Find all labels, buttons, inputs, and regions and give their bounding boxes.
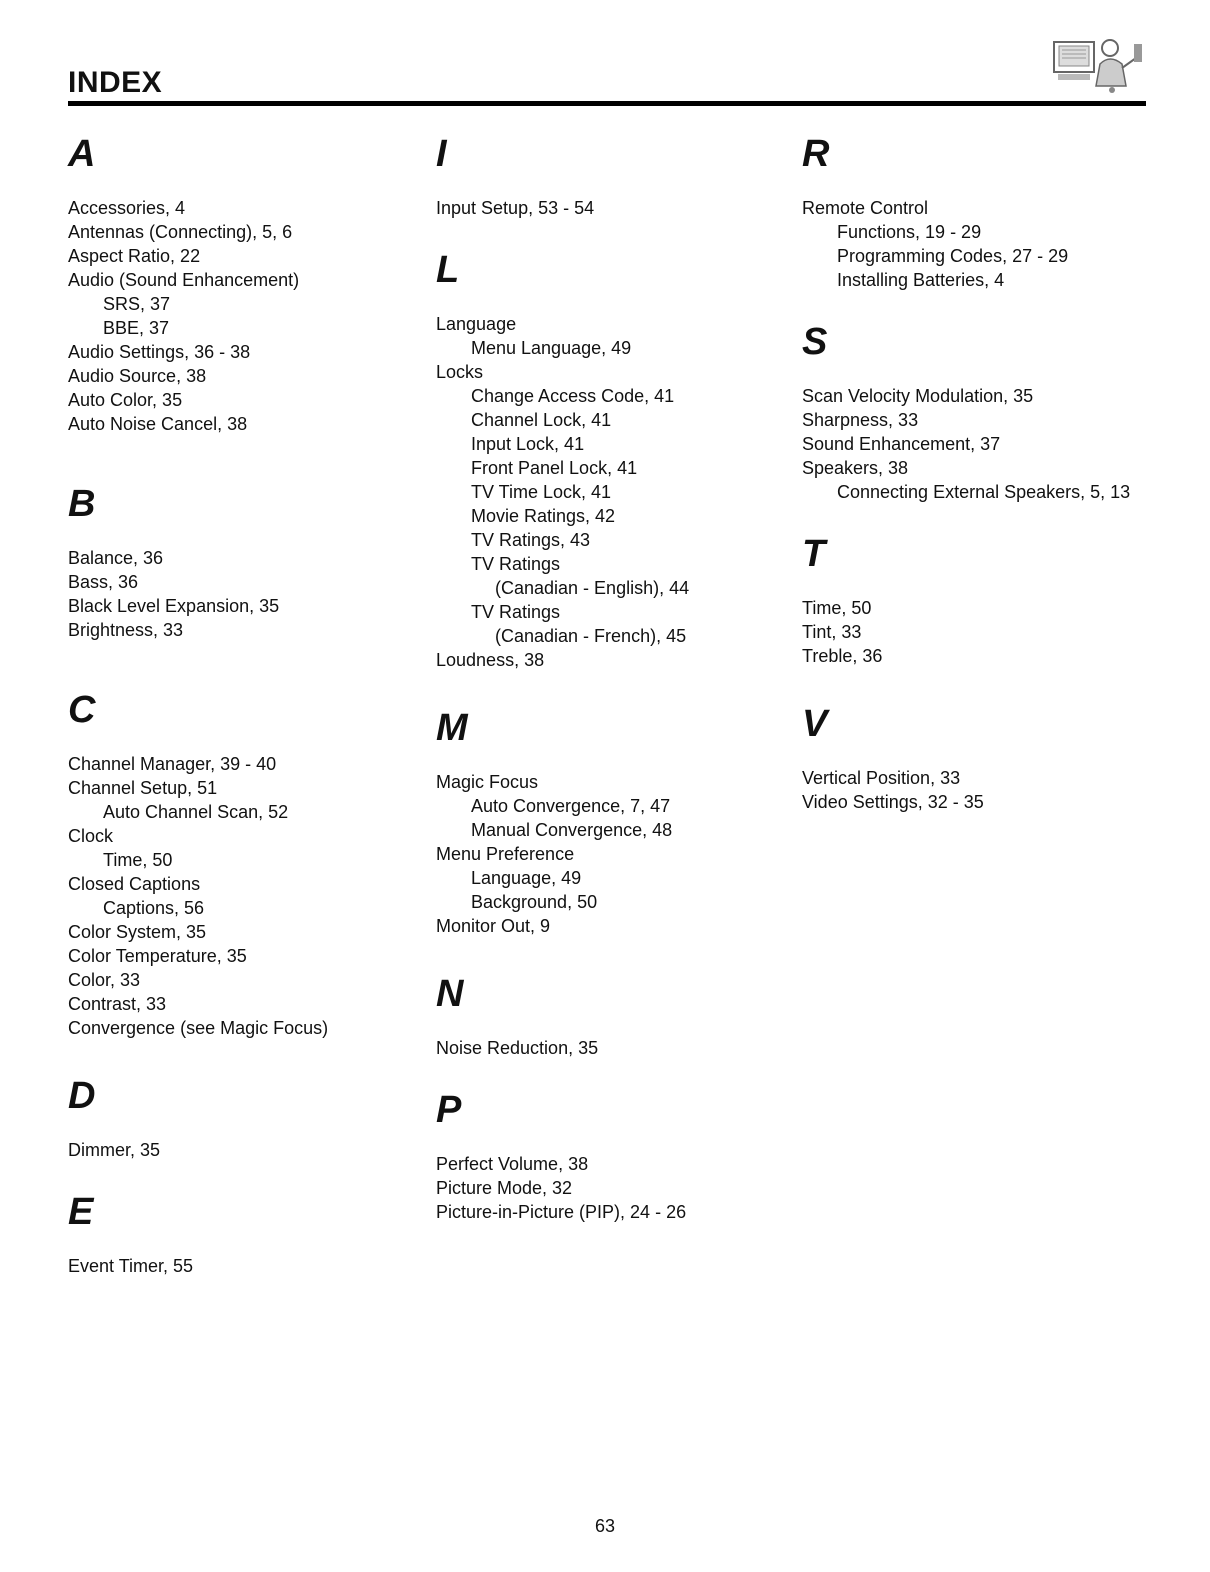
section-i (436, 132, 796, 220)
index-entry: Picture Mode, 32 (436, 1178, 573, 1198)
index-entry: Channel Setup, 51 (68, 778, 218, 798)
index-subentry: Movie Ratings, 42 (471, 506, 616, 526)
index-entry: Noise Reduction, 35 (436, 1038, 599, 1058)
index-subentry: Auto Convergence, 7, 47 (471, 796, 671, 816)
index-entry: Antennas (Connecting), 5, 6 (68, 222, 293, 242)
section-letter: E (68, 1191, 94, 1233)
section-letter: R (802, 133, 830, 175)
section-letter: D (68, 1075, 96, 1117)
index-entry: Bass, 36 (68, 572, 139, 592)
section-letter: A (68, 133, 96, 175)
index-subentry: Input Lock, 41 (471, 434, 585, 454)
index-entry: Convergence (see Magic Focus) (68, 1018, 329, 1038)
section-s (802, 320, 1162, 504)
index-entry: Contrast, 33 (68, 994, 167, 1014)
index-subentry: TV Time Lock, 41 (471, 482, 612, 502)
section-letter: C (68, 689, 96, 731)
section-t (802, 532, 1162, 668)
index-entry: Picture-in-Picture (PIP), 24 - 26 (436, 1202, 687, 1222)
index-entry: Tint, 33 (802, 622, 862, 642)
index-subentry: SRS, 37 (103, 294, 171, 314)
index-entry: Aspect Ratio, 22 (68, 246, 201, 266)
index-subentry: Manual Convergence, 48 (471, 820, 673, 840)
index-subentry: TV Ratings (471, 602, 561, 622)
index-entry: Magic Focus (436, 772, 539, 792)
index-subentry: (Canadian - French), 45 (495, 626, 687, 646)
index-subentry: Background, 50 (471, 892, 598, 912)
section-letter: N (436, 973, 464, 1015)
index-column-1 (68, 132, 428, 1278)
section-m (436, 706, 796, 938)
index-subentry: Connecting External Speakers, 5, 13 (837, 482, 1131, 502)
index-column-2 (436, 132, 796, 1224)
index-entry: Dimmer, 35 (68, 1140, 161, 1160)
index-subentry: Front Panel Lock, 41 (471, 458, 638, 478)
index-entry: Remote Control (802, 198, 929, 218)
index-entry: Auto Color, 35 (68, 390, 183, 410)
index-entry: Sound Enhancement, 37 (802, 434, 1001, 454)
index-entry: Closed Captions (68, 874, 201, 894)
index-entry: Video Settings, 32 - 35 (802, 792, 984, 812)
index-entry: Event Timer, 55 (68, 1256, 194, 1276)
section-letter: P (436, 1089, 462, 1131)
section-n (436, 972, 796, 1060)
index-entry: Vertical Position, 33 (802, 768, 961, 788)
index-entry: Scan Velocity Modulation, 35 (802, 386, 1034, 406)
index-entry: Black Level Expansion, 35 (68, 596, 280, 616)
section-v (802, 702, 1162, 814)
index-entry: Accessories, 4 (68, 198, 186, 218)
section-letter: M (436, 707, 468, 749)
page-number: 63 (594, 1516, 616, 1536)
index-subentry: TV Ratings (471, 554, 561, 574)
index-entry: Input Setup, 53 - 54 (436, 198, 595, 218)
section-r (802, 132, 1162, 292)
section-c (68, 688, 428, 1040)
section-p (436, 1088, 796, 1224)
index-entry: Clock (68, 826, 114, 846)
page-title: INDEX (68, 66, 163, 99)
index-subentry: Programming Codes, 27 - 29 (837, 246, 1069, 266)
section-b (68, 482, 428, 642)
index-entry: Balance, 36 (68, 548, 164, 568)
index-subentry: Time, 50 (103, 850, 173, 870)
index-entry: Auto Noise Cancel, 38 (68, 414, 248, 434)
index-entry: Speakers, 38 (802, 458, 909, 478)
index-entry: Audio Source, 38 (68, 366, 207, 386)
index-entry: Locks (436, 362, 484, 382)
section-letter: I (436, 133, 447, 175)
section-letter: V (802, 703, 828, 745)
index-entry: Treble, 36 (802, 646, 883, 666)
index-subentry: Channel Lock, 41 (471, 410, 612, 430)
index-entry: Audio Settings, 36 - 38 (68, 342, 251, 362)
index-subentry: Installing Batteries, 4 (837, 270, 1005, 290)
index-subentry: BBE, 37 (103, 318, 170, 338)
index-subentry: TV Ratings, 43 (471, 530, 591, 550)
section-l (436, 248, 796, 672)
section-letter: B (68, 483, 96, 525)
index-entry: Color, 33 (68, 970, 141, 990)
section-letter: S (802, 321, 828, 363)
index-subentry: Menu Language, 49 (471, 338, 632, 358)
index-subentry: Change Access Code, 41 (471, 386, 675, 406)
index-subentry: Language, 49 (471, 868, 582, 888)
index-subentry: Functions, 19 - 29 (837, 222, 982, 242)
section-d (68, 1074, 428, 1162)
index-entry: Menu Preference (436, 844, 575, 864)
section-e (68, 1190, 428, 1278)
index-entry: Sharpness, 33 (802, 410, 919, 430)
section-a (68, 132, 428, 436)
tv-technician-logo-icon (1050, 34, 1146, 96)
index-entry: Audio (Sound Enhancement) (68, 270, 300, 290)
index-subentry: Captions, 56 (103, 898, 205, 918)
index-entry: Language (436, 314, 517, 334)
section-letter: L (436, 249, 460, 291)
index-entry: Time, 50 (802, 598, 872, 618)
index-subentry: Auto Channel Scan, 52 (103, 802, 289, 822)
index-column-3 (802, 132, 1162, 814)
index-entry: Brightness, 33 (68, 620, 184, 640)
index-entry: Color System, 35 (68, 922, 207, 942)
index-entry: Monitor Out, 9 (436, 916, 551, 936)
section-letter: T (802, 533, 826, 575)
index-entry: Color Temperature, 35 (68, 946, 247, 966)
index-entry: Channel Manager, 39 - 40 (68, 754, 277, 774)
index-entry: Perfect Volume, 38 (436, 1154, 589, 1174)
index-subentry: (Canadian - English), 44 (495, 578, 690, 598)
index-entry: Loudness, 38 (436, 650, 545, 670)
header-rule (68, 101, 1146, 106)
